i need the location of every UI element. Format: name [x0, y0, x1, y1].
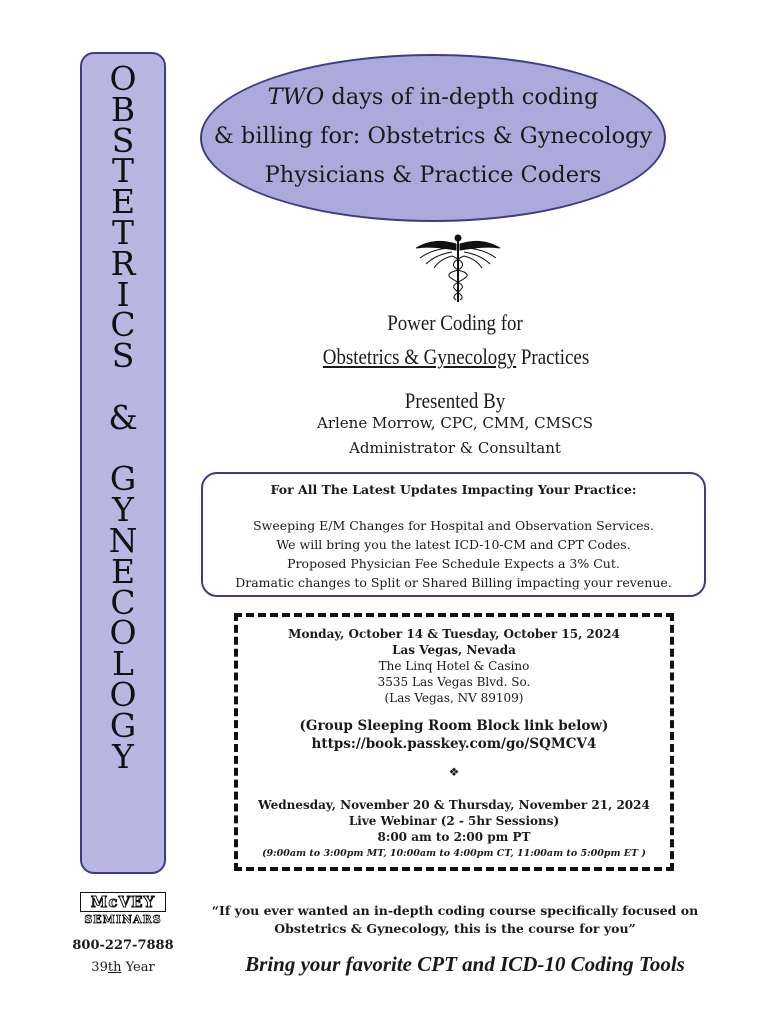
updates-heading: For All The Latest Updates Impacting Your Practice:: [270, 482, 637, 497]
banner-letter: T: [111, 151, 134, 191]
presented-by: Presented By: [404, 388, 506, 413]
event2-dates: Wednesday, November 20 & Thursday, November 21, 2024: [258, 798, 650, 812]
years-in-business: [70, 960, 176, 975]
event2-format: Live Webinar (2 - 5hr Sessions): [348, 814, 560, 828]
course-title-underlined: Obstetrics & Gynecology: [322, 344, 517, 369]
banner-letter: B: [110, 89, 136, 129]
course-title-line-1: Power Coding for: [387, 310, 523, 335]
room-block-link[interactable]: https://book.passkey.com/go/SQMCV4: [311, 736, 597, 752]
phone-number: 800-227-7888: [72, 938, 174, 953]
caduceus-icon: [412, 234, 504, 304]
course-title-rest: Practices: [516, 344, 590, 369]
banner-letter: C: [110, 305, 136, 345]
header-line-3: Physicians & Practice Coders: [264, 162, 602, 188]
presenter-name: Arlene Morrow, CPC, CMM, CMSCS: [317, 414, 593, 432]
updates-box: [201, 472, 706, 597]
year-suffix: th: [107, 960, 122, 975]
header-emphasis: TWO: [267, 84, 325, 110]
room-block-note: (Group Sleeping Room Block link below): [299, 718, 609, 734]
banner-letters: [82, 59, 164, 776]
banner-letter: S: [111, 336, 135, 376]
banner-letter: &: [108, 397, 138, 437]
event1-dates: Monday, October 14 & Tuesday, October 15, 2024: [288, 627, 620, 641]
banner-letter: Y: [112, 490, 134, 530]
event2-time: 8:00 am to 2:00 pm PT: [377, 830, 531, 844]
header-line-1-rest: days of in-depth coding: [324, 84, 599, 110]
banner-letter: G: [109, 705, 137, 745]
event1-street: 3535 Las Vegas Blvd. So.: [377, 675, 531, 689]
testimonial-line-1: “If you ever wanted an in-depth coding course specifically focused on: [211, 903, 699, 918]
banner-letter: R: [110, 243, 136, 283]
banner-letter: S: [111, 120, 135, 160]
banner-letter: N: [108, 520, 138, 560]
event1-citystate: (Las Vegas, NV 89109): [384, 691, 524, 705]
course-title-line-2: [310, 344, 602, 370]
mcvey-seminars-logo: [80, 892, 166, 930]
update-item: We will bring you the latest ICD-10-CM and CPT Codes.: [276, 537, 631, 552]
banner-letter: O: [109, 674, 137, 714]
testimonial-line-2: Obstetrics & Gynecology, this is the course for you”: [274, 921, 636, 936]
banner-letter: L: [112, 644, 134, 684]
banner-letter: I: [116, 274, 130, 314]
year-number: 39: [91, 960, 108, 975]
banner-letter: E: [110, 551, 136, 591]
presenter-role: Administrator & Consultant: [349, 439, 561, 457]
banner-letter: O: [109, 613, 137, 653]
update-item: Proposed Physician Fee Schedule Expects a 3% Cut.: [287, 556, 620, 571]
banner-letter: Y: [112, 736, 134, 776]
logo-top: McVEY: [80, 892, 166, 912]
event1-city: Las Vegas, Nevada: [392, 643, 516, 657]
tagline: Bring your favorite CPT and ICD-10 Coding Tools: [245, 952, 685, 976]
vertical-banner: [80, 52, 166, 874]
header-ellipse: [200, 54, 666, 222]
header-line-2: & billing for: Obstetrics & Gynecology: [213, 123, 653, 149]
banner-letter: E: [110, 182, 136, 222]
header-line-1: [202, 84, 664, 110]
banner-letter: T: [111, 212, 134, 252]
logo-bottom: SEMINARS: [84, 913, 162, 926]
update-item: Sweeping E/M Changes for Hospital and Observation Services.: [253, 518, 654, 533]
update-item: Dramatic changes to Split or Shared Billing impacting your revenue.: [235, 575, 672, 590]
banner-letter: O: [109, 59, 137, 98]
event-box: [234, 613, 674, 871]
year-word: Year: [121, 960, 155, 975]
event2-timezones: (9:00am to 3:00pm MT, 10:00am to 4:00pm CT, 11:00am to 5:00pm ET ): [262, 848, 646, 859]
banner-letter: G: [109, 459, 137, 499]
separator-icon: ❖: [448, 765, 460, 779]
event1-venue: The Linq Hotel & Casino: [378, 659, 530, 673]
banner-letter: C: [110, 582, 136, 622]
